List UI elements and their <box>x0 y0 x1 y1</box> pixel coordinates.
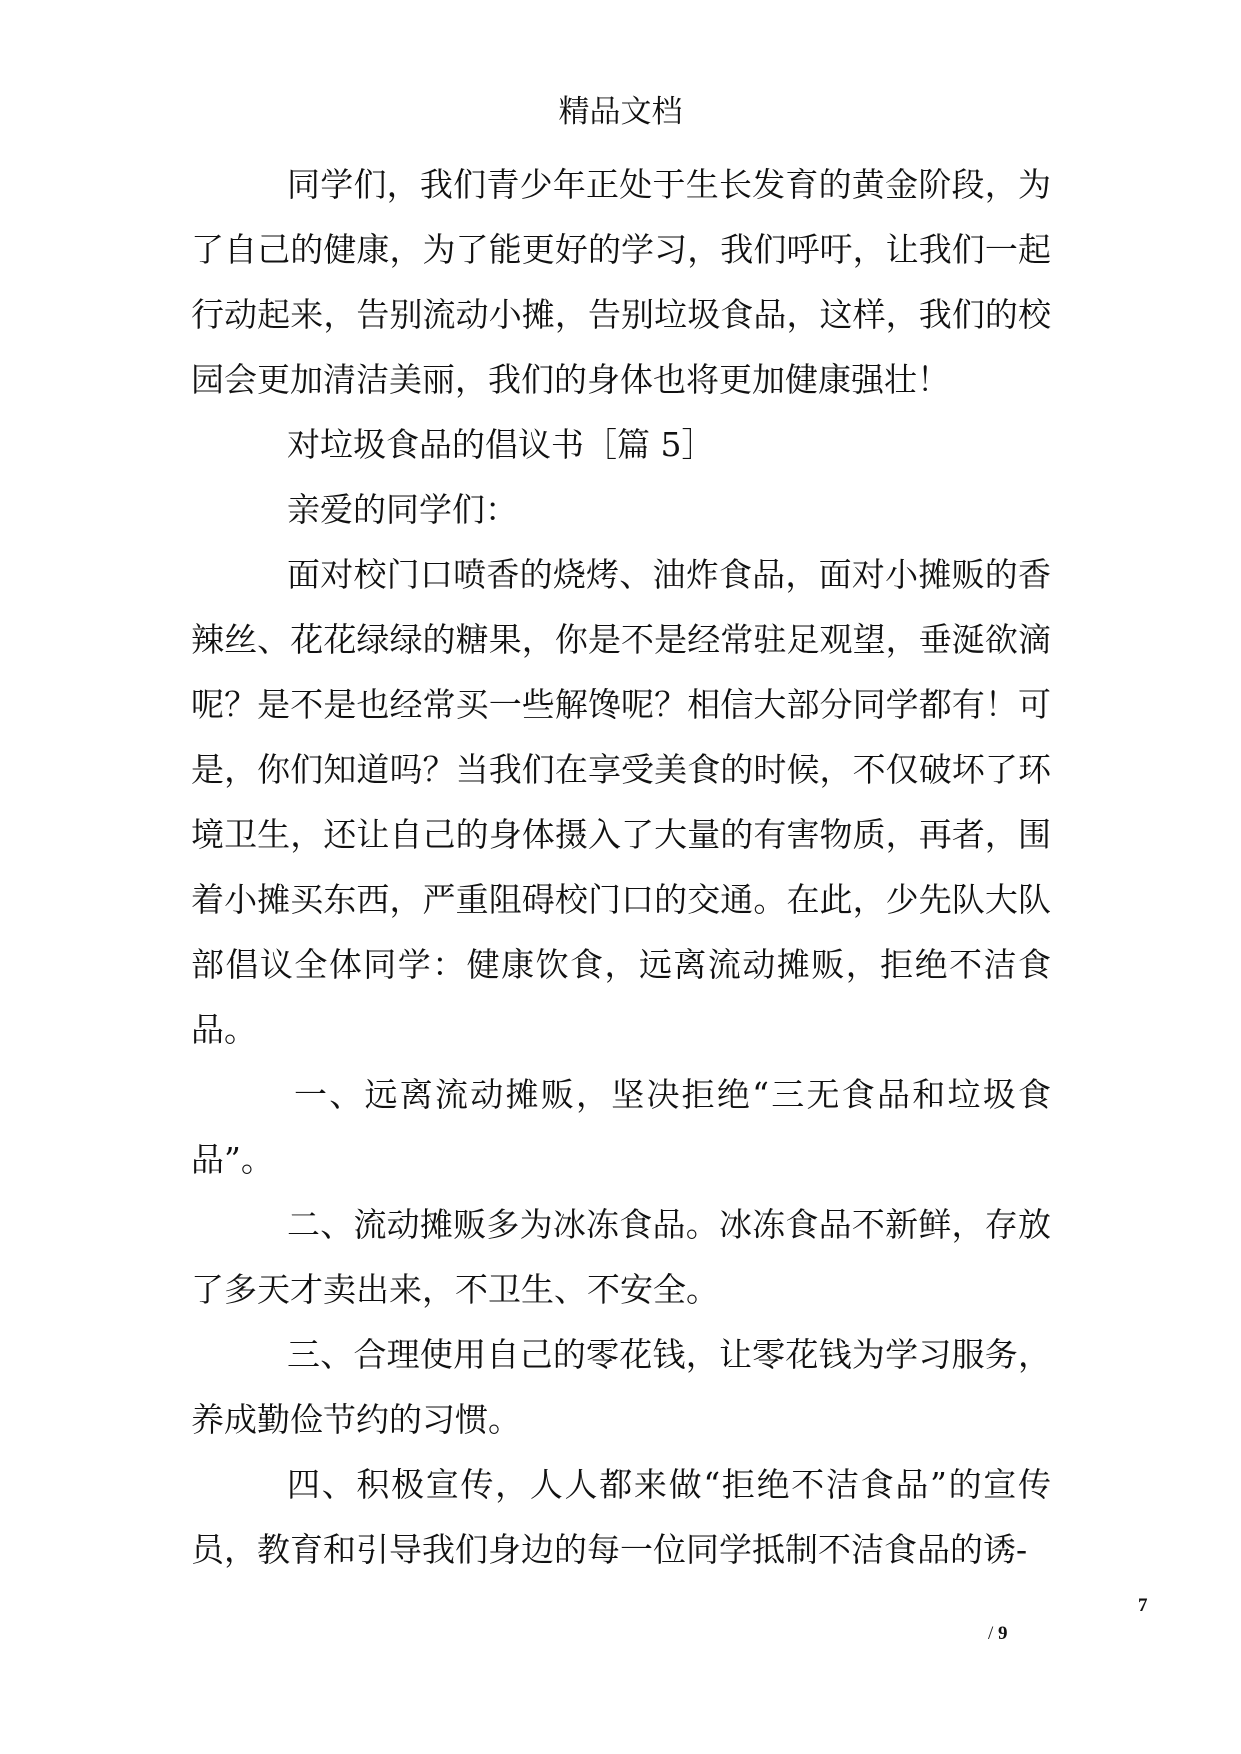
proposal-item-4: 四、积极宣传，人人都来做“拒绝不洁食品”的宣传员，教育和引导我们身边的每一位同学抵制不洁食品的诱- <box>191 1465 1051 1569</box>
page-total-prefix: / <box>988 1623 999 1644</box>
paragraph-closing-appeal: 同学们，我们青少年正处于生长发育的黄金阶段，为了自己的健康，为了能更好的学习，我们呼吁，让我们一起行动起来，告别流动小摊，告别垃圾食品，这样，我们的校园会更加清洁美丽，我们的身体也将更加健康强壮！ <box>191 165 1051 399</box>
proposal-item-1: 一、远离流动摊贩，坚决拒绝“三无食品和垃圾食品”。 <box>191 1075 1051 1179</box>
section-title: 对垃圾食品的倡议书［篇 5］ <box>287 425 715 464</box>
page-header-title: 精品文档 <box>558 94 683 130</box>
proposal-item-3: 三、合理使用自己的零花钱，让零花钱为学习服务，养成勤俭节约的习惯。 <box>191 1335 1051 1439</box>
paragraph-intro: 面对校门口喷香的烧烤、油炸食品，面对小摊贩的香辣丝、花花绿绿的糖果，你是不是经常驻足观望，垂涎欲滴呢？是不是也经常买一些解馋呢？相信大部分同学都有！可是，你们知道吗？当我们在享受美食的时候，不仅破坏了环境卫生，还让自己的身体摄入了大量的有害物质，再者，围着小摊买东西，严重阻碍校门口的交通。在此，少先队大队部倡议全体同学：健康饮食，远离流动摊贩，拒绝不洁食品。 <box>191 555 1051 1049</box>
page-total-count: 9 <box>998 1623 1008 1644</box>
document-body <box>191 152 1051 1582</box>
page-total <box>988 1623 1008 1645</box>
page-number: 7 <box>1138 1595 1148 1616</box>
proposal-item-2: 二、流动摊贩多为冰冻食品。冰冻食品不新鲜，存放了多天才卖出来，不卫生、不安全。 <box>191 1205 1051 1309</box>
salutation: 亲爱的同学们： <box>287 490 518 529</box>
